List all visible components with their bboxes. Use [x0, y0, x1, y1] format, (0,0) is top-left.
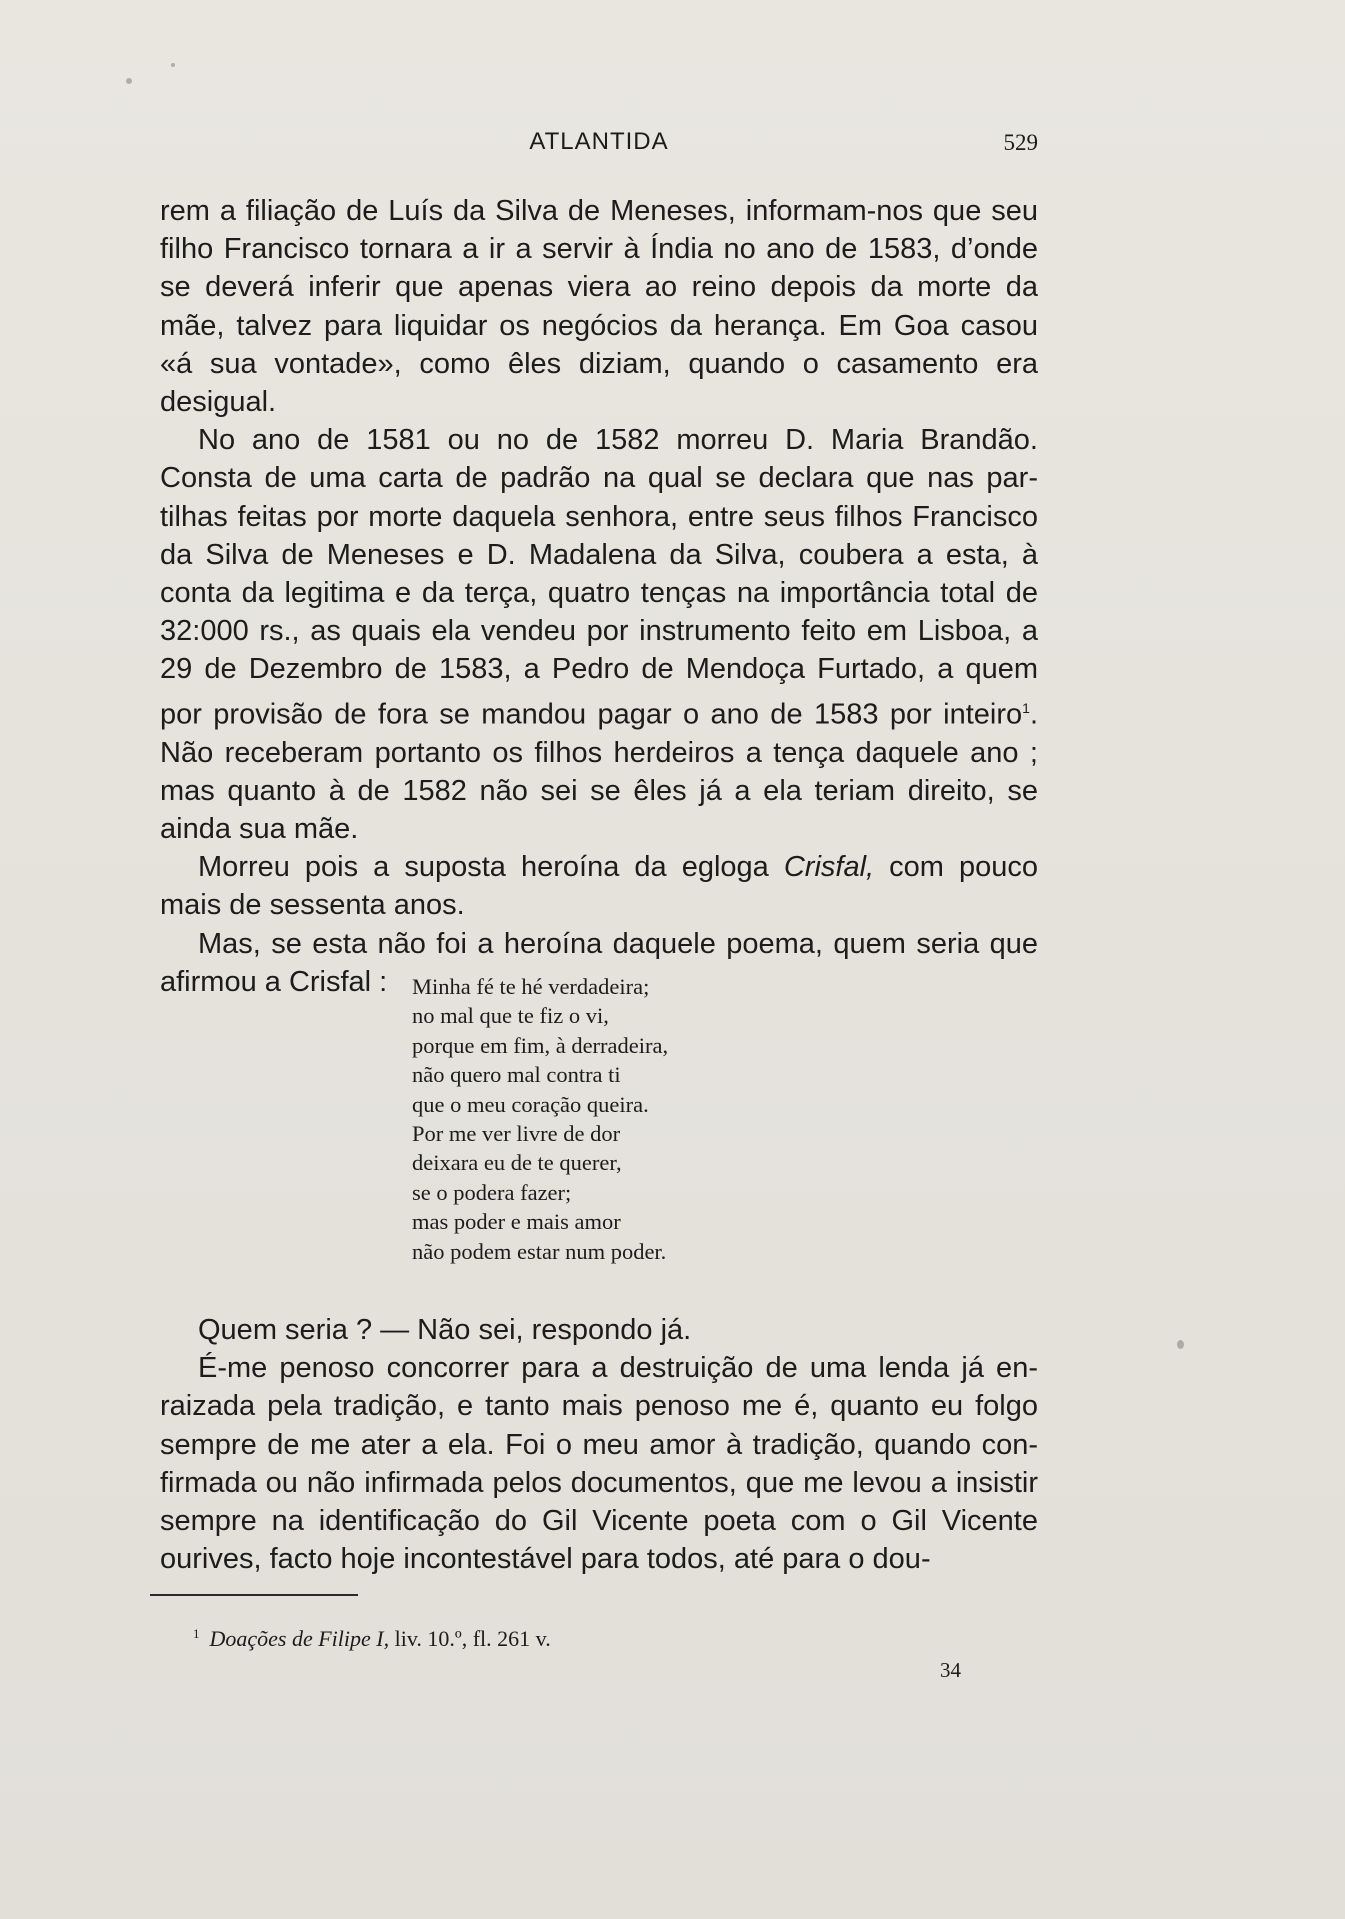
poem-title: Crisfal, — [783, 851, 875, 884]
paragraph: Mas, se esta não foi a heroína daquele poema, quem seria que afirmou a Crisfal : — [160, 927, 1038, 998]
footnote — [193, 1620, 993, 1653]
footnote-source-title: Doações de Filipe I, — [209, 1626, 390, 1651]
poem-line: deixara eu de te querer, — [412, 1150, 622, 1176]
poem-line: não quero mal contra ti — [412, 1062, 621, 1088]
signature-mark: 34 — [940, 1658, 961, 1682]
paragraph — [160, 421, 1038, 848]
paragraph-text: . Não receberam portanto os filhos herdeiros a tença daquele ano ; mas quanto à de 1582 não sei se êles já a ela teriam direito, se ainda sua mãe. — [160, 698, 1038, 845]
paragraph: Quem seria ? — Não sei, respondo já. — [198, 1314, 692, 1346]
page-number: 529 — [1003, 130, 1038, 155]
body-text-continued — [160, 1311, 1038, 1578]
footnote-mark: 1 — [193, 1626, 200, 1641]
poem-line: no mal que te fiz o vi, — [412, 1003, 609, 1029]
paragraph: rem a filiação de Luís da Silva de Meneses, informam-nos que seu filho Francisco tornara a ir a servir à Índia no ano de 1583, d’onde se deverá inferir que apenas viera ao reino depois da morte da mãe, talvez para liquidar os negócios da herança. Em Goa casou «á sua vontade», como êles diziam, quando o casamento era desigual. — [160, 195, 1038, 419]
poem-line: que o meu coração queira. — [412, 1091, 649, 1117]
ink-speck — [126, 78, 132, 84]
paragraph-text: No ano de 1581 ou no de 1582 morreu D. Maria Brandão. Consta de uma carta de padrão na qual se declara que nas partilhas feitas por morte daquela senhora, entre seus filhos Francisco da Silva de Meneses e D. Madalena da Silva, coubera a esta, à conta da legitima e da terça, quatro tenças na importância total de 32:000 rs., as quais ela vendeu por instrumento feito em Lisboa, a 29 de Dezembro de 1583, a Pedro de Mendoça Furtado, a quem por provisão de fora se mandou pagar o ano de 1583 por inteiro — [160, 424, 1038, 731]
footnote-rule — [150, 1594, 358, 1596]
poem-quotation — [412, 972, 1012, 1266]
poem-line: Minha fé te hé verdadeira; — [412, 974, 650, 999]
poem-line: porque em fim, à derradeira, — [412, 1032, 669, 1058]
paragraph — [160, 848, 1038, 924]
ink-speck — [171, 63, 175, 67]
footnote-reference: 1 — [1022, 699, 1030, 716]
footnote-reference-text: liv. 10.º, fl. 261 v. — [389, 1626, 551, 1651]
running-title: ATLANTIDA — [529, 128, 669, 155]
page-header — [160, 124, 1038, 164]
ink-speck — [1177, 1340, 1184, 1349]
poem-line: se o podera fazer; — [412, 1179, 572, 1205]
paragraph-text: Morreu pois a suposta heroína da egloga — [198, 851, 769, 884]
paragraph-text: com pouco mais de sessenta anos. — [160, 851, 1039, 922]
poem-line: mas poder e mais amor — [412, 1209, 621, 1235]
poem-line: não podem estar num poder. — [412, 1238, 667, 1264]
poem-line: Por me ver livre de dor — [412, 1121, 621, 1147]
paragraph: É-me penoso concorrer para a destruição de uma lenda já enraizada pela tradição, e tanto mais penoso me é, quanto eu folgo sempre de me ater a ela. Foi o meu amor à tradição, quando confirmada ou não infirmada pelos documentos, que me levou a insistir sempre na identificação do Gil Vicente poeta com o Gil Vicente ourives, facto hoje incontestável para todos, até para o dou- — [160, 1352, 1038, 1576]
body-text — [160, 192, 1038, 1001]
